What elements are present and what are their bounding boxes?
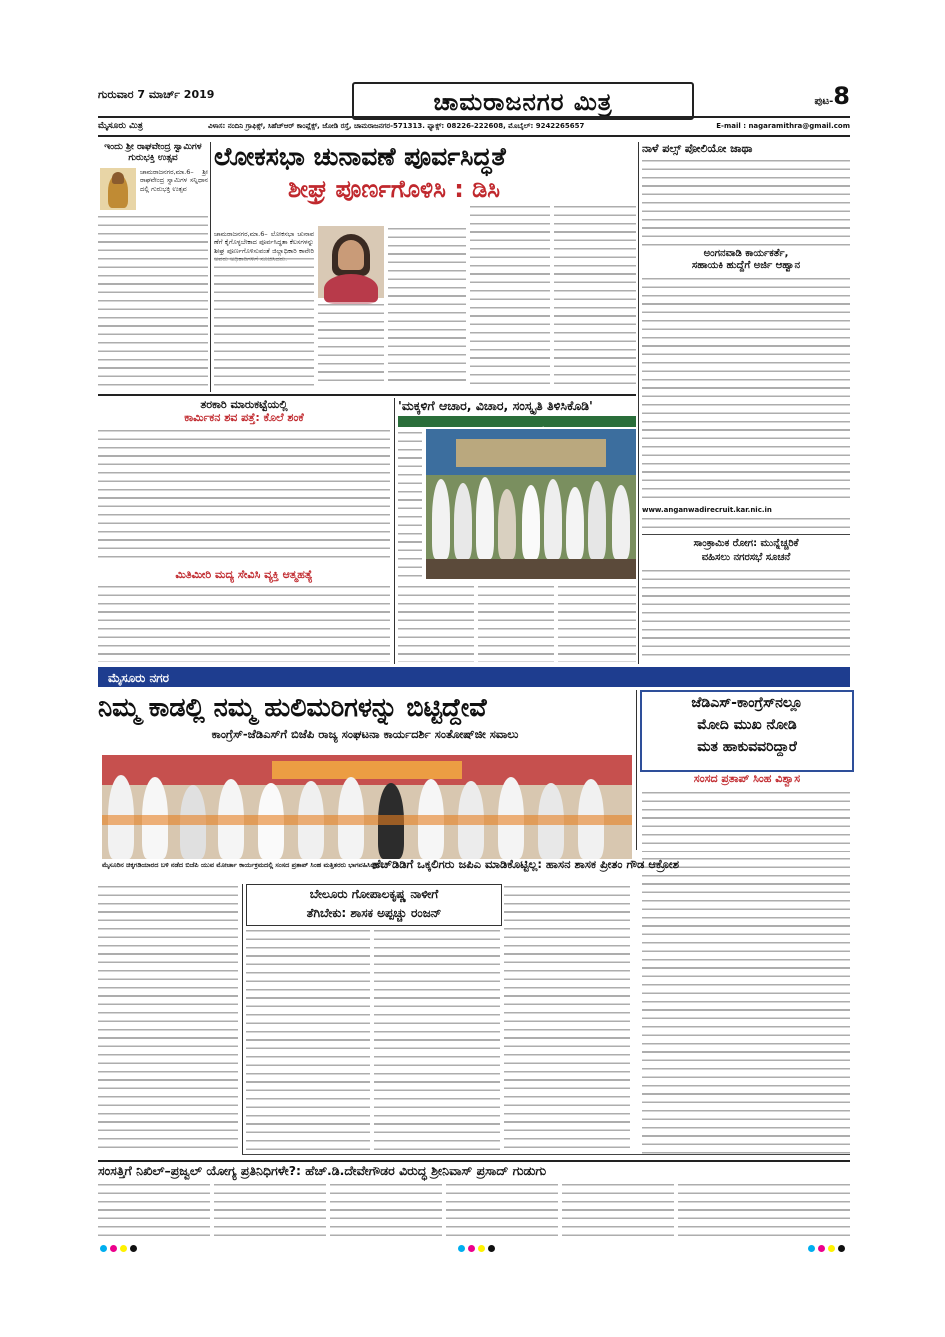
anganwadi-heading-2: ಸಹಾಯಕಿ ಹುದ್ದೆಗೆ ಅರ್ಜಿ ಆಹ್ವಾನ: [691, 260, 801, 271]
registration-marks-center: [458, 1245, 495, 1252]
mysuru-headline: ನಿಮ್ಮ ಕಾಡಲ್ಲಿ ನಮ್ಮ ಹುಲಿಮರಿಗಳನ್ನು ಬಿಟ್ಟಿದ್ದೇವೆ: [98, 693, 487, 723]
jds-line-3: ಮತ ಹಾಕುವವರಿದ್ದಾರೆ: [697, 739, 797, 755]
left-brief: [98, 142, 208, 392]
brief-heading: ಇಂದು ಶ್ರೀ ರಾಘವೇಂದ್ರ ಸ್ವಾಮಿಗಳ ಗುರುಭಕ್ತಿ ಉತ್ಸವ: [104, 142, 202, 163]
anganwadi-heading-1: ಅಂಗನವಾಡಿ ಕಾರ್ಯಕರ್ತೆ,: [703, 248, 789, 259]
mysuru-lead: [98, 690, 632, 750]
mysuru-subhead: ಕಾಂಗ್ರೆಸ್-ಜೆಡಿಎಸ್‌ಗೆ ಬಿಜೆಪಿ ರಾಜ್ಯ ಸಂಘಟನಾ ಕಾರ್ಯದರ್ಶಿ ಸಂತೋಷ್‌ಜೀ ಸವಾಲು: [211, 727, 519, 741]
anganwadi-web: www.anganwadirecruit.kar.nic.in: [642, 506, 772, 514]
edition-bar: [98, 120, 850, 133]
masthead: [352, 82, 694, 120]
brief-dateline: ಚಾಮರಾಜನಗರ,ಮಾ.6– ಶ್ರೀ ರಾಘವೇಂದ್ರ ಸ್ವಾಮಿಗಳ ಸನ್ನಿಧಾನದಲ್ಲಿ ಗುರುಭಕ್ತಿ ಉತ್ಸವ: [140, 168, 208, 193]
jds-line-2: ಮೋದಿ ಮುಖ ನೋಡಿ: [697, 717, 797, 733]
epidemic-sub: ವಹಿಸಲು ನಗರಸಭೆ ಸೂಚನೆ: [701, 552, 791, 563]
jds-byline: ಸಂಸದ ಪ್ರತಾಪ್ ಸಿಂಹ ವಿಶ್ವಾಸ: [693, 772, 801, 785]
bottom-headline: ಸಂಸತ್ತಿಗೆ ನಿಖಿಲ್–ಪ್ರಜ್ವಲ್ ಯೋಗ್ಯ ಪ್ರತಿನಿಧಿಗಳೇ?: ಹೆಚ್.ಡಿ.ದೇವೇಗೌಡರ ವಿರುದ್ಧ ಶ್ರೀನಿವಾಸ್ ಪ್ರಸಾದ್ ಗುಡುಗು: [98, 1163, 547, 1178]
email-line: E-mail : nagaramithra@gmail.com: [716, 122, 850, 130]
lead-story: [214, 142, 636, 392]
lead-headline: ಲೋಕಸಭಾ ಚುನಾವಣೆ ಪೂರ್ವಸಿದ್ಧತೆ: [214, 142, 506, 171]
page-label: ಪುಟ-: [814, 96, 834, 107]
epidemic-heading: ಸಾಂಕ್ರಾಮಿಕ ರೋಗ: ಮುನ್ನೆಚ್ಚರಿಕೆ: [693, 538, 799, 549]
culture-caption-bar: [398, 416, 636, 433]
mysuru-band-label: ಮೈಸೂರು ನಗರ: [108, 671, 170, 685]
hdd-headline: ಹೆಚ್‌ಡಿಡಿಗೆ ಒಕ್ಕಲಿಗರು ಜಪಿಎ ಮಾಡಿಕೊಟ್ಟಿಲ್ಲ: ಹಾಸನ ಶಾಸಕ ಪ್ರೀತಂ ಗೌಡ ಆಕ್ರೋಶ: [372, 857, 680, 871]
suicide-heading: ಮಿತಿಮೀರಿ ಮದ್ಯ ಸೇವಿಸಿ ವ್ಯಕ್ತಿ ಆತ್ಮಹತ್ಯೆ: [175, 568, 313, 581]
belur-box: [246, 884, 502, 926]
lead-subhead: ಶೀಘ್ರ ಪೂರ್ಣಗೊಳಿಸಿ : ಡಿಸಿ: [287, 175, 501, 203]
market-heading-1: ತರಕಾರಿ ಮಾರುಕಟ್ಟೆಯಲ್ಲಿ: [200, 398, 288, 411]
page-digit: 8: [833, 82, 850, 110]
belur-line-2: ತೆಗಿಬೇಕು: ಶಾಸಕ ಅಪ್ಪಚ್ಚು ರಂಜನ್: [306, 906, 442, 920]
issue-date: ಗುರುವಾರ 7 ಮಾರ್ಚ್ 2019: [98, 88, 215, 101]
polio-kicker: ನಾಳೆ ಪಲ್ಸ್ ಪೋಲಿಯೋ ಜಾಥಾ: [642, 142, 753, 155]
registration-marks-left: [100, 1245, 137, 1252]
market-heading-2: ಕಾರ್ಮಿಕನ ಶವ ಪತ್ತೆ: ಕೊಲೆ ಶಂಕೆ: [184, 411, 304, 424]
mysuru-band: [98, 667, 850, 687]
swamy-photo: [100, 168, 136, 210]
edition-name: ಮೈಸೂರು ಮಿತ್ರ: [98, 121, 143, 131]
culture-photo: [426, 429, 636, 579]
jds-box: [640, 690, 854, 772]
mid-left: [98, 398, 390, 664]
registration-marks-right: [808, 1245, 845, 1252]
masthead-title: ಚಾಮರಾಜನಗರ ಮಿತ್ರ: [433, 86, 613, 116]
lead-dateline: ಚಾಮರಾಜನಗರ,ಮಾ.6– ಲೋಕಸಭಾ ಚುನಾವಣೆಗೆ ಕೈಗೊಳ್ಳಬೇಕಾದ ಪೂರ್ವಸಿದ್ಧತಾ ಕೆಲಸಗಳನ್ನು ಶೀಘ್ರ ಪೂರ್ಣಗೊಳಿಸುವಂತೆ ಜಿಲ್ಲಾಧಿಕಾರಿ ಕಾವೇರಿ: [214, 230, 314, 255]
dc-photo: [318, 226, 384, 298]
page-number: [814, 82, 850, 110]
right-column: [642, 142, 850, 664]
culture-caption: ಶಿವರಾತ್ರಿ: [415, 426, 432, 433]
address-line: ವಿಳಾಸ: ನಂದಿನಿ ಗ್ರಾಫಿಕ್ಸ್, ಸಿಹೆಚ್‌ಆರ್ ಕಾಂಪ್ಲೆಕ್ಸ್, ಜೋಡಿ ರಸ್ತೆ, ಚಾಮರಾಜನಗರ-571313. ಫ್ಯಾಕ್ಸ್: 08226-222608, ಮೊಬೈಲ್: 9242265657: [208, 122, 585, 130]
mysuru-caption: ಮೈಸೂರಿನ ಚಿಕ್ಕಗಡಿಯಾರದ ಬಳಿ ನಡೆದ ಬಿಜೆಪಿ ಯುವ ಮೋರ್ಚಾ ಕಾರ್ಯಕ್ರಮದಲ್ಲಿ ಸಂಸದ ಪ್ರತಾಪ್ ಸಿಂಹ ಮತ್ತಿತರರು ಭಾಗವಹಿಸಿದ್ದರು.: [102, 861, 384, 869]
bjp-event-photo: [102, 755, 632, 859]
belur-line-1: ಬೇಲೂರು ಗೋಪಾಲಕೃಷ್ಣ ನಾಳೀಗೆ: [309, 887, 439, 901]
jds-line-1: ಜೆಡಿಎಸ್-ಕಾಂಗ್ರೆಸ್‌ನಲ್ಲೂ: [691, 695, 803, 711]
culture-headline: 'ಮಕ್ಕಳಿಗೆ ಆಚಾರ, ವಿಚಾರ, ಸಂಸ್ಕೃತಿ ತಿಳಿಸಿಕೊಡಿ': [398, 398, 593, 413]
